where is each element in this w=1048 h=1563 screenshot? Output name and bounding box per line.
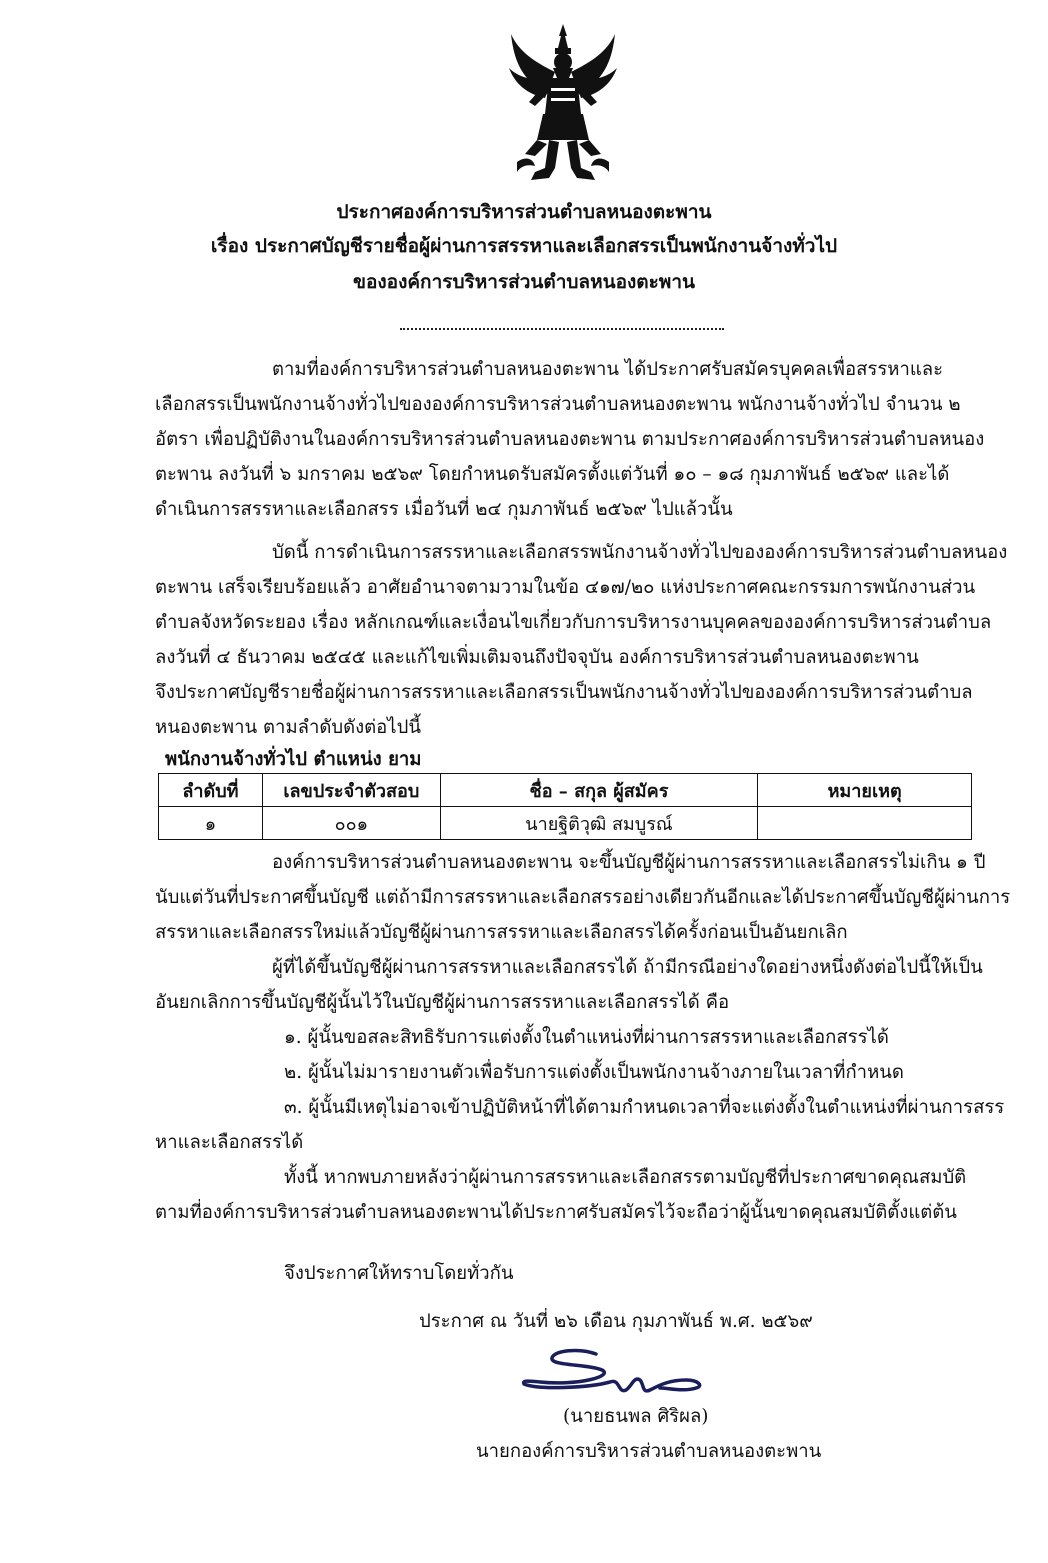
cell-remark xyxy=(758,807,972,840)
list-item-1: ๑. ผู้นั้นขอสละสิทธิรับการแต่งตั้งในตำแหน่งที่ผ่านการสรรหาและเลือกสรรได้ xyxy=(284,1027,889,1048)
title-divider xyxy=(400,318,724,330)
list-item-2: ๒. ผู้นั้นไม่มารายงานตัวเพื่อรับการแต่งตั้งเป็นพนักงานจ้างภายในเวลาที่กำหนด xyxy=(284,1062,904,1083)
para2-line-4: ลงวันที่ ๔ ธันวาคม ๒๕๔๕ และแก้ไขเพิ่มเติมจนถึงปัจจุบัน องค์การบริหารส่วนตำบลหนองตะพาน xyxy=(155,647,919,668)
para1-line-2: เลือกสรรเป็นพนักงานจ้างทั่วไปขององค์การบริหารส่วนตำบลหนองตะพาน พนักงานจ้างทั่วไป จำนวน ๒ xyxy=(155,394,961,415)
candidate-table xyxy=(158,773,972,840)
para4-line-2: อันยกเลิกการขึ้นบัญชีผู้นั้นไว้ในบัญชีผู้ผ่านการสรรหาและเลือกสรรได้ คือ xyxy=(155,992,730,1013)
cell-exam-id: ๐๐๑ xyxy=(262,807,440,840)
col-header-remark: หมายเหตุ xyxy=(758,774,972,807)
col-header-order: ลำดับที่ xyxy=(159,774,263,807)
para2-line-2: ตะพาน เสร็จเรียบร้อยแล้ว อาศัยอำนาจตามวามในข้อ ๔๑๗/๒๐ แห่งประกาศคณะกรรมการพนักงานส่วน xyxy=(155,577,976,598)
para5-line-1: ทั้งนี้ หากพบภายหลังว่าผู้ผ่านการสรรหาและเลือกสรรตามบัญชีที่ประกาศขาดคุณสมบัติ xyxy=(284,1167,967,1188)
signer-title: นายกองค์การบริหารส่วนตำบลหนองตะพาน xyxy=(476,1441,822,1462)
title-line-2: เรื่อง ประกาศบัญชีรายชื่อผู้ผ่านการสรรหาและเลือกสรรเป็นพนักงานจ้างทั่วไป xyxy=(210,235,838,257)
para3-line-3: สรรหาและเลือกสรรใหม่แล้วบัญชีผู้ผ่านการสรรหาและเลือกสรรได้ครั้งก่อนเป็นอันยกเลิก xyxy=(155,922,848,943)
signature-icon xyxy=(518,1340,718,1410)
para3-line-1: องค์การบริหารส่วนตำบลหนองตะพาน จะขึ้นบัญชีผู้ผ่านการสรรหาและเลือกสรรไม่เกิน ๑ ปี xyxy=(272,852,986,873)
para2-line-5: จึงประกาศบัญชีรายชื่อผู้ผ่านการสรรหาและเลือกสรรเป็นพนักงานจ้างทั่วไปขององค์การบริหารส่วนตำบล xyxy=(155,682,973,703)
col-header-name: ชื่อ – สกุล ผู้สมัคร xyxy=(440,774,758,807)
para2-line-1: บัดนี้ การดำเนินการสรรหาและเลือกสรรพนักงานจ้างทั่วไปขององค์การบริหารส่วนตำบลหนอง xyxy=(272,542,1008,563)
title-line-1: ประกาศองค์การบริหารส่วนตำบลหนองตะพาน xyxy=(336,201,712,223)
para2-line-3: ตำบลจังหวัดระยอง เรื่อง หลักเกณฑ์และเงื่อนไขเกี่ยวกับการบริหารงานบุคคลขององค์การบริหารส่วนตำบล xyxy=(155,612,992,633)
cell-name: นายฐิติวุฒิ สมบูรณ์ xyxy=(440,807,758,840)
para2-line-6: หนองตะพาน ตามลำดับดังต่อไปนี้ xyxy=(155,717,421,738)
para5-line-2: ตามที่องค์การบริหารส่วนตำบลหนองตะพานได้ประกาศรับสมัครไว้จะถือว่าผู้นั้นขาดคุณสมบัติตั้งแต่ต้น xyxy=(155,1202,957,1223)
para3-line-2: นับแต่วันที่ประกาศขึ้นบัญชี แต่ถ้ามีการสรรหาและเลือกสรรอย่างเดียวกันอีกและได้ประกาศขึ้นบัญชีผู้ผ่านการ xyxy=(155,887,1011,908)
para1-line-1: ตามที่องค์การบริหารส่วนตำบลหนองตะพาน ได้ประกาศรับสมัครบุคคลเพื่อสรรหาและ xyxy=(272,359,944,380)
para1-line-4: ตะพาน ลงวันที่ ๖ มกราคม ๒๕๖๙ โดยกำหนดรับสมัครตั้งแต่วันที่ ๑๐ – ๑๘ กุมภาพันธ์ ๒๕๖๙ และได้ xyxy=(155,464,950,485)
title-line-3: ขององค์การบริหารส่วนตำบลหนองตะพาน xyxy=(352,271,695,293)
position-heading: พนักงานจ้างทั่วไป ตำแหน่ง ยาม xyxy=(165,749,422,770)
para1-line-5: ดำเนินการสรรหาและเลือกสรร เมื่อวันที่ ๒๔ กุมภาพันธ์ ๒๕๖๙ ไปแล้วนั้น xyxy=(155,499,733,520)
closing-text: จึงประกาศให้ทราบโดยทั่วกัน xyxy=(284,1263,514,1284)
col-header-exam-id: เลขประจำตัวสอบ xyxy=(262,774,440,807)
table-header-row xyxy=(159,774,972,807)
list-item-3: ๓. ผู้นั้นมีเหตุไม่อาจเข้าปฏิบัติหน้าที่ได้ตามกำหนดเวลาที่จะแต่งตั้งในตำแหน่งที่ผ่านการสรร xyxy=(284,1097,1005,1118)
list-item-3-cont: หาและเลือกสรรได้ xyxy=(155,1132,304,1153)
cell-order: ๑ xyxy=(159,807,263,840)
table-row xyxy=(159,807,972,840)
announce-date: ประกาศ ณ วันที่ ๒๖ เดือน กุมภาพันธ์ พ.ศ. ๒๕๖๙ xyxy=(419,1311,813,1332)
para4-line-1: ผู้ที่ได้ขึ้นบัญชีผู้ผ่านการสรรหาและเลือกสรรได้ ถ้ามีกรณีอย่างใดอย่างหนึ่งดังต่อไปนี้ให้เป็น xyxy=(272,957,983,978)
para1-line-3: อัตรา เพื่อปฏิบัติงานในองค์การบริหารส่วนตำบลหนองตะพาน ตามประกาศองค์การบริหารส่วนตำบลหนอง xyxy=(155,429,985,450)
signer-name: (นายธนพล ศิริผล) xyxy=(563,1406,709,1427)
garuda-emblem-icon xyxy=(505,22,621,184)
